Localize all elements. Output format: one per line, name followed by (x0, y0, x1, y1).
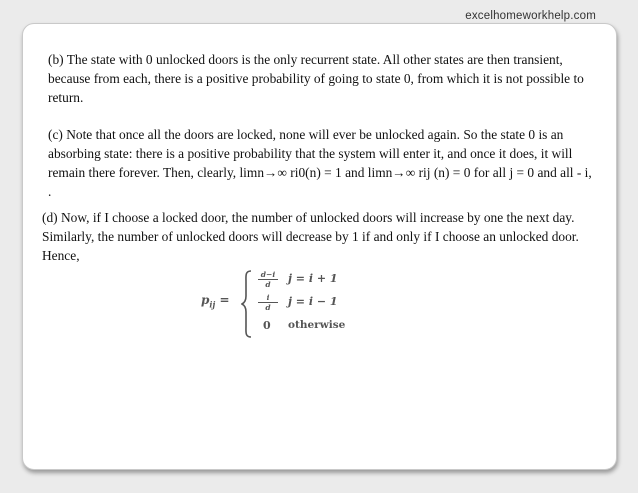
case-2-numerator: i (258, 293, 278, 303)
paragraph-c: (c) Note that once all the doors are locked, none will ever be unlocked again. So the state 0 is an absorbing state: there is a positive probability that the system will enter it, and once it does, it will remain there forever. Then, clearly, limn→∞ ri0(n) = 1 and limn→∞ rij (n) = 0 for all j = 0 and all - i, . (48, 127, 592, 199)
case-2-denominator: d (265, 303, 271, 312)
case-2-condition: j = i − 1 (288, 295, 338, 308)
case-3-condition: otherwise (288, 319, 346, 331)
paragraph-d: (d) Now, if I choose a locked door, the number of unlocked doors will increase by one the next day. Similarly, the number of unlocked doors will decrease by 1 if and only if I choose an unlocked door. Hence, (42, 210, 579, 263)
formula-lhs-subscript: ij (209, 299, 216, 310)
watermark: excelhomeworkhelp.com (465, 10, 596, 22)
paragraph-b: (b) The state with 0 unlocked doors is the only recurrent state. All other states are then transient, because from each, there is a positive probability of going to state 0, from which it is not possible to return. (48, 52, 584, 105)
left-brace-icon (241, 270, 253, 338)
piecewise-formula (201, 268, 351, 340)
formula-lhs-symbol: p (201, 293, 210, 307)
case-1-fraction (258, 270, 278, 289)
case-1-numerator: d−i (258, 270, 278, 280)
case-1-denominator: d (265, 280, 271, 289)
case-2-fraction (258, 293, 278, 312)
case-1-condition: j = i + 1 (288, 272, 338, 285)
case-3-value: 0 (263, 319, 271, 332)
formula-lhs-equals: = (215, 293, 230, 307)
formula-lhs (201, 293, 230, 309)
